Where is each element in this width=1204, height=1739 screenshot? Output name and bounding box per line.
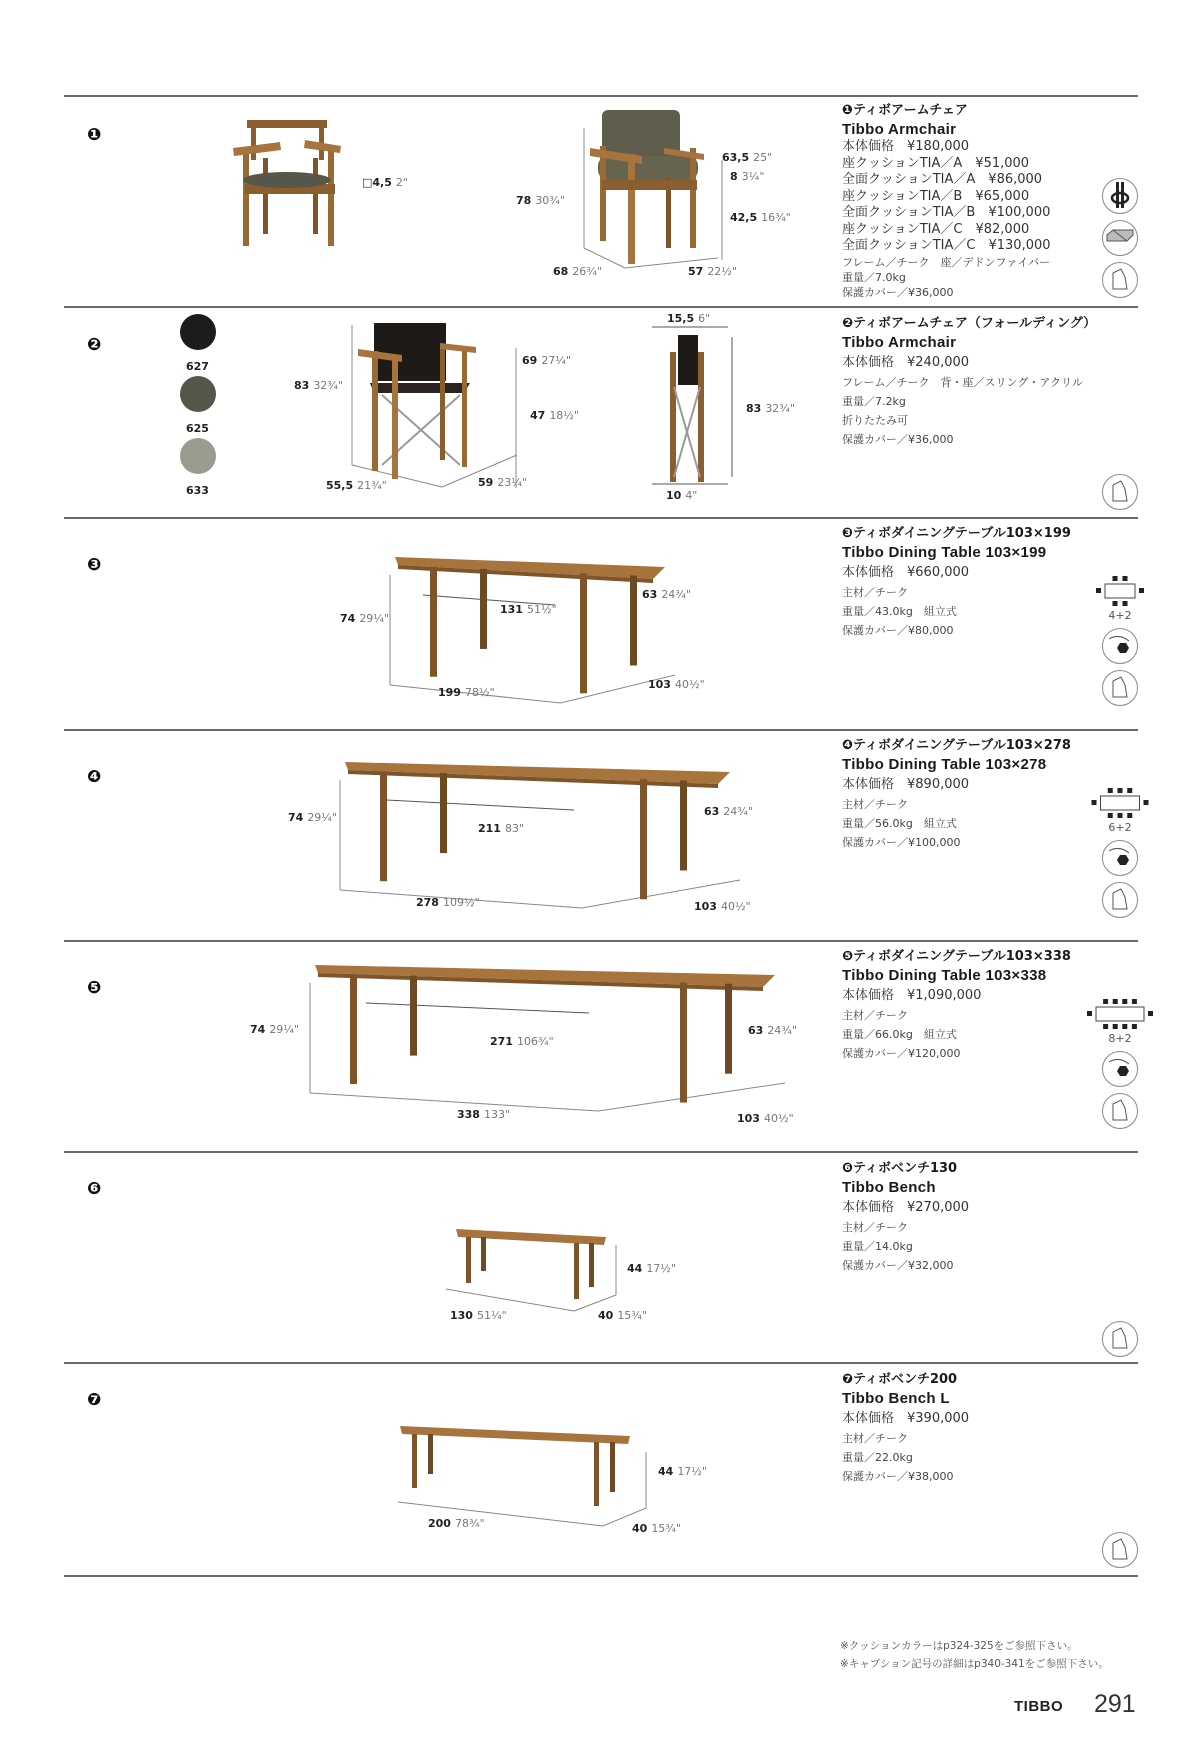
color-swatch-625 (180, 376, 216, 412)
product-info (842, 737, 1092, 850)
seat-mark (1087, 1011, 1092, 1016)
product-title-jp: ❼ティボベンチ200 (842, 1372, 958, 1387)
seat-mark (1096, 588, 1101, 593)
seat-mark (1113, 601, 1118, 606)
section-divider (64, 1362, 1138, 1364)
table-leg (580, 573, 587, 693)
dim-arm-height: 69 27¼" (522, 354, 572, 367)
table-leg (350, 974, 357, 1084)
spec-material: 主材／チーク (842, 1432, 908, 1445)
seat-mark (1118, 788, 1123, 793)
product-title-en: Tibbo Armchair (842, 334, 957, 351)
dim-knee: 63 24¾" (704, 805, 754, 818)
table-leg (630, 575, 637, 665)
product-title-jp: ❷ティボアームチェア（フォールディング） (842, 316, 1097, 331)
product-price: 本体価格 ¥1,090,000 (842, 988, 982, 1003)
dim-knee: 63 24¾" (748, 1024, 798, 1037)
weave-knot-icon (1102, 178, 1138, 214)
section-divider (64, 517, 1138, 519)
caption-icons (1090, 998, 1150, 1129)
dining-table-image (340, 760, 810, 910)
seating-plan-icon (1090, 998, 1150, 1030)
dim-height: 44 17½" (658, 1465, 708, 1478)
dim-bracket (718, 160, 728, 260)
spec-material: フレーム／チーク 背・座／スリング・アクリル (842, 376, 1084, 389)
spec-cover: 保護カバー／¥120,000 (842, 1047, 961, 1060)
product-title-en: Tibbo Dining Table 103×199 (842, 544, 1047, 561)
product-price: 本体価格 ¥180,000 (842, 139, 970, 154)
spec-cover: 保護カバー／¥36,000 (842, 285, 954, 299)
dim-leg-span: 271 106¾" (490, 1035, 554, 1048)
swatch-code: 625 (186, 422, 209, 435)
table-leg (725, 984, 732, 1074)
brand-name: TIBBO (1014, 1698, 1064, 1715)
section-divider (64, 1575, 1138, 1577)
seat-mark (1139, 588, 1144, 593)
cushion-option: 座クッションTIA／A ¥51,000 (842, 155, 1030, 171)
footer-note: ※キャプション記号の詳細はp340-341をご参照下さい。 (840, 1658, 1109, 1670)
seat-mark (1132, 999, 1137, 1004)
table-leg (410, 976, 417, 1056)
seat-mark (1148, 1011, 1153, 1016)
dim-depth: 40 15¾" (632, 1522, 682, 1535)
cushion-option: 全面クッションTIA／C ¥130,000 (842, 238, 1051, 253)
dim-depth: 103 40½" (737, 1112, 794, 1125)
product-title-en: Tibbo Bench (842, 1179, 936, 1196)
dim-length: 199 78½" (438, 686, 495, 699)
dim-width: 57 22½" (688, 265, 738, 278)
seat-mark (1127, 788, 1132, 793)
spec-folding: 折りたたみ可 (842, 414, 908, 427)
spec-material: 主材／チーク (842, 1221, 908, 1234)
spec-material: 主材／チーク (842, 798, 908, 811)
dim-height: 78 30¾" (516, 194, 566, 207)
footer-note: ※クッションカラーはp324-325をご参照下さい。 (840, 1640, 1078, 1652)
dim-leg-span: 131 51½" (500, 603, 557, 616)
spec-material: 主材／チーク (842, 586, 908, 599)
item-number: ❼ (87, 1390, 102, 1410)
seat-mark (1113, 1024, 1118, 1029)
color-swatch-627 (180, 314, 216, 350)
dim-depth: 40 15¾" (598, 1309, 648, 1322)
spec-weight: 重量／56.0kg 組立式 (842, 817, 957, 830)
seat-mark (1122, 999, 1127, 1004)
page-number: 291 (1094, 1690, 1136, 1718)
folding-chair-image (352, 315, 527, 490)
dim-height: 74 29¼" (340, 612, 390, 625)
dim-seat-height: 47 18½" (530, 409, 580, 422)
protective-cover-icon (1102, 1321, 1138, 1357)
dim-height: 83 32¾" (294, 379, 344, 392)
spec-cover: 保護カバー／¥36,000 (842, 433, 954, 446)
parasol-hole-icon (1102, 1051, 1138, 1087)
swatch-code: 627 (186, 360, 209, 373)
spec-weight: 重量／43.0kg 組立式 (842, 605, 957, 618)
caption-icons (1100, 1315, 1140, 1357)
section-divider (64, 729, 1138, 731)
caption-icons (1100, 172, 1140, 298)
seating-plan-icon (1090, 787, 1150, 819)
seat-mark (1103, 1024, 1108, 1029)
product-price: 本体価格 ¥390,000 (842, 1411, 970, 1426)
spec-cover: 保護カバー／¥38,000 (842, 1470, 954, 1483)
seat-mark (1103, 999, 1108, 1004)
spec-weight: 重量／14.0kg (842, 1240, 913, 1253)
product-price: 本体価格 ¥270,000 (842, 1200, 970, 1215)
seat-mark (1113, 576, 1118, 581)
dim-length: 278 109½" (416, 896, 480, 909)
bench-image (446, 1225, 646, 1315)
caption-icons (1090, 575, 1150, 706)
seat-mark (1123, 601, 1128, 606)
protective-cover-icon (1102, 1093, 1138, 1129)
section-divider (64, 306, 1138, 308)
product-info (842, 1160, 1092, 1273)
product-info (842, 102, 1092, 300)
seating-capacity: 6+2 (1108, 821, 1132, 834)
seat-mark (1127, 813, 1132, 818)
seat-mark (1108, 813, 1113, 818)
spec-weight: 重量／22.0kg (842, 1451, 913, 1464)
product-title-en: Tibbo Dining Table 103×278 (842, 756, 1047, 773)
cushion-option: 全面クッションTIA／A ¥86,000 (842, 172, 1043, 187)
seat-cushion (243, 172, 331, 188)
table-leg (430, 567, 437, 677)
color-swatch-633 (180, 438, 216, 474)
item-number: ❺ (87, 978, 102, 998)
seat-mark (1144, 800, 1149, 805)
product-title-jp: ❺ティボダイニングテーブル103×338 (842, 949, 1071, 964)
product-price: 本体価格 ¥890,000 (842, 777, 970, 792)
caption-icons (1090, 787, 1150, 918)
caption-icons (1100, 1526, 1140, 1568)
parasol-hole-icon (1102, 628, 1138, 664)
product-title-jp: ❶ティボアームチェア (842, 103, 968, 118)
seating-capacity: 8+2 (1108, 1032, 1132, 1045)
section-divider (64, 95, 1138, 97)
spec-cover: 保護カバー／¥32,000 (842, 1259, 954, 1272)
protective-cover-icon (1102, 1532, 1138, 1568)
item-number: ❶ (87, 125, 102, 145)
folded-chair-image (652, 327, 742, 487)
seat-mark (1092, 800, 1097, 805)
product-price: 本体価格 ¥660,000 (842, 565, 970, 580)
protective-cover-icon (1102, 882, 1138, 918)
dim-height: 74 29¼" (288, 811, 338, 824)
spec-material: 主材／チーク (842, 1009, 908, 1022)
protective-cover-icon (1102, 474, 1138, 510)
cushion-option: 座クッションTIA／B ¥65,000 (842, 188, 1030, 204)
product-info (842, 315, 1097, 447)
dim-folded-height: 83 32¾" (746, 402, 796, 415)
item-number: ❻ (87, 1179, 102, 1199)
table-leg (480, 569, 487, 649)
product-title-en: Tibbo Armchair (842, 121, 957, 138)
dim-length: 200 78¾" (428, 1517, 485, 1530)
armchair-cushion-image (580, 108, 720, 268)
armchair-image (225, 118, 365, 253)
table-leg (440, 773, 447, 853)
section-divider (64, 940, 1138, 942)
dim-seat-height: 42,5 16¾" (730, 211, 791, 224)
cushion-foam-icon (1102, 220, 1138, 256)
dim-length: 130 51¼" (450, 1309, 507, 1322)
spec-material: フレーム／チーク 座／デドンファイバー (842, 255, 1051, 269)
dim-bracket (514, 348, 524, 488)
dim-depth: 68 26¾" (553, 265, 603, 278)
product-title-jp: ❻ティボベンチ130 (842, 1161, 958, 1176)
seat-mark (1123, 576, 1128, 581)
dim-height: 44 17½" (627, 1262, 677, 1275)
dim-folded-bottom: 10 4" (666, 489, 698, 502)
product-title-jp: ❹ティボダイニングテーブル103×278 (842, 738, 1071, 753)
spec-weight: 重量／7.0kg (842, 270, 906, 284)
product-title-en: Tibbo Bench L (842, 1390, 950, 1407)
item-number: ❷ (87, 335, 102, 355)
spec-cover: 保護カバー／¥100,000 (842, 836, 961, 849)
product-price: 本体価格 ¥240,000 (842, 355, 970, 370)
dim-width: 59 23¼" (478, 476, 528, 489)
caption-icons (1100, 468, 1140, 510)
dim-depth: 55,5 21¾" (326, 479, 387, 492)
table-leg (640, 779, 647, 899)
item-number: ❹ (87, 767, 102, 787)
dim-depth: 103 40½" (694, 900, 751, 913)
dim-knee: 63 24¾" (642, 588, 692, 601)
table-leg (380, 771, 387, 881)
product-info (842, 525, 1092, 638)
spec-cover: 保護カバー／¥80,000 (842, 624, 954, 637)
dim-cushion-thickness: 8 3¼" (730, 170, 765, 183)
spec-weight: 重量／7.2kg (842, 395, 906, 408)
dim-leg-span: 211 83" (478, 822, 525, 835)
dim-height: 74 29¼" (250, 1023, 300, 1036)
protective-cover-icon (1102, 670, 1138, 706)
cushion-option: 全面クッションTIA／B ¥100,000 (842, 205, 1051, 220)
dim-depth: 103 40½" (648, 678, 705, 691)
seating-plan-icon (1090, 575, 1150, 607)
product-title-en: Tibbo Dining Table 103×338 (842, 967, 1047, 984)
cushion-option: 座クッションTIA／C ¥82,000 (842, 221, 1030, 237)
product-title-jp: ❸ティボダイニングテーブル103×199 (842, 526, 1071, 541)
bench-l-image (398, 1422, 658, 1532)
dim-folded-top: 15,5 6" (667, 312, 711, 325)
item-number: ❸ (87, 555, 102, 575)
swatch-code: 633 (186, 484, 209, 497)
product-info (842, 948, 1092, 1061)
seat-mark (1122, 1024, 1127, 1029)
product-info (842, 1371, 1092, 1484)
dining-table-image (310, 963, 855, 1113)
table-leg (680, 983, 687, 1103)
seat-mark (1132, 1024, 1137, 1029)
seat-mark (1118, 813, 1123, 818)
table-leg (680, 780, 687, 870)
dim-arm-height: 63,5 25" (722, 151, 773, 164)
section-divider (64, 1151, 1138, 1153)
seating-capacity: 4+2 (1108, 609, 1132, 622)
spec-weight: 重量／66.0kg 組立式 (842, 1028, 957, 1041)
protective-cover-icon (1102, 262, 1138, 298)
parasol-hole-icon (1102, 840, 1138, 876)
dim-cushion: □4,5 2" (362, 176, 408, 189)
seat-mark (1113, 999, 1118, 1004)
seat-mark (1108, 788, 1113, 793)
dim-length: 338 133" (457, 1108, 511, 1121)
